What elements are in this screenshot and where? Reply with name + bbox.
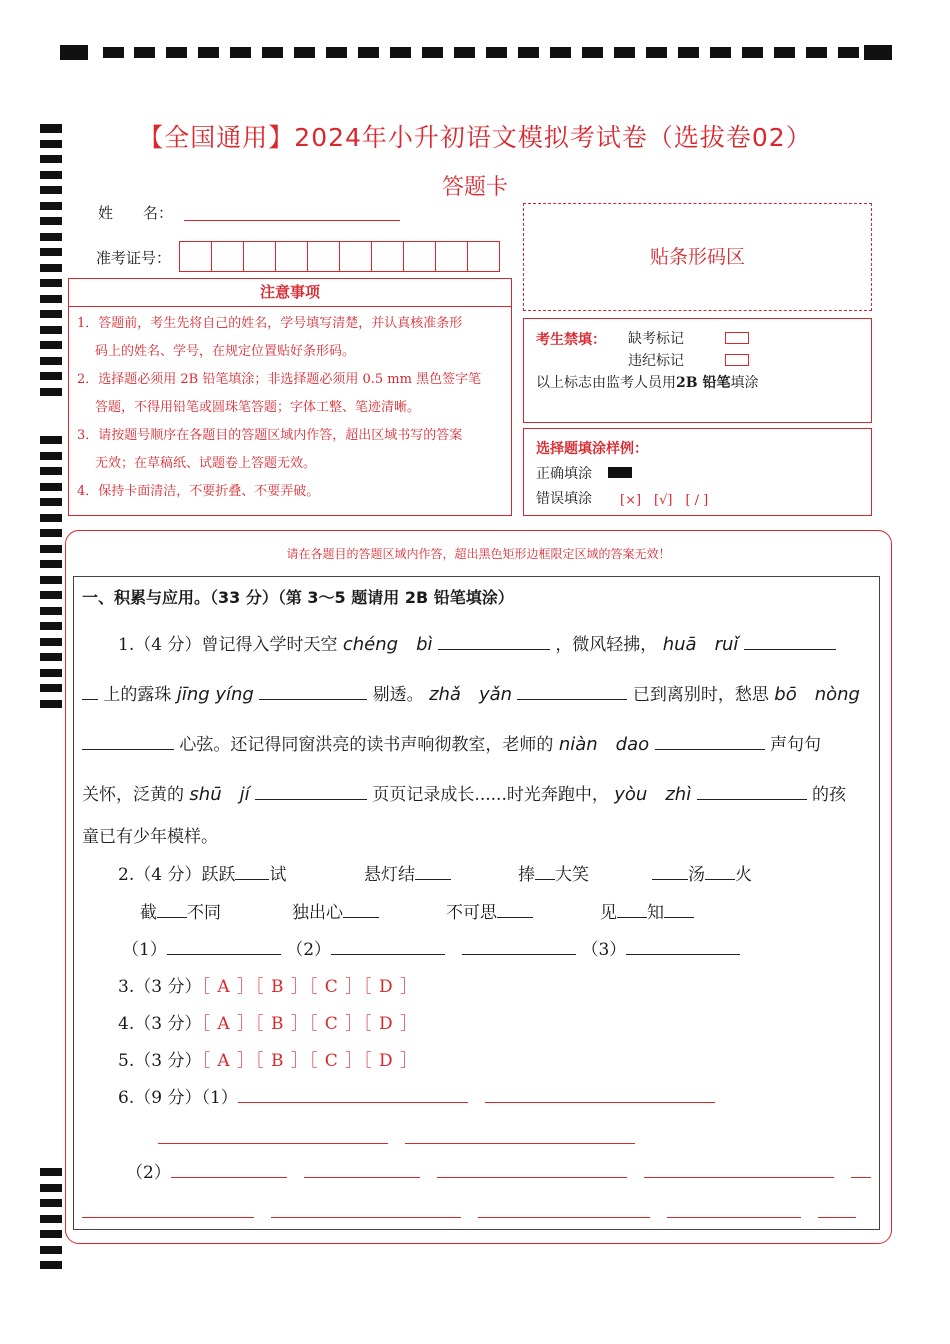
timing-mark <box>326 47 347 58</box>
q1-text-8: 页页记录成长......时光奔跑中， <box>372 785 609 805</box>
prohibit-note-end: 填涂 <box>730 375 759 391</box>
timing-mark <box>518 47 539 58</box>
q1-answer-2[interactable] <box>744 649 836 650</box>
timing-mark <box>40 295 62 303</box>
q1-pinyin-8: yòu zhì <box>614 784 692 805</box>
q2-word: 见 <box>600 903 617 923</box>
q2-blank[interactable] <box>343 917 379 918</box>
timing-mark <box>40 483 62 491</box>
q4-row <box>118 1009 418 1034</box>
name-label: 姓 名： <box>98 204 174 222</box>
absent-label: 缺考标记 <box>628 331 684 347</box>
timing-mark <box>40 341 62 349</box>
notice-header <box>68 278 512 307</box>
q2-blank[interactable] <box>664 917 694 918</box>
q4-label: 4.（3 分） <box>118 1014 202 1034</box>
timing-mark <box>40 1215 62 1223</box>
notice-box <box>68 306 512 516</box>
top-timing-strip <box>60 45 892 61</box>
q1-answer-8[interactable] <box>697 799 807 800</box>
timing-mark <box>422 47 443 58</box>
timing-mark <box>550 47 571 58</box>
q2-word: 悬灯结 <box>364 865 415 885</box>
q1-answer-2-cont[interactable] <box>82 699 98 700</box>
q1-pinyin-2: huā ruǐ <box>662 634 739 655</box>
q2-idiom-6 <box>292 898 379 923</box>
q1-pinyin-3: jīng yíng <box>176 684 254 705</box>
q2-blank[interactable] <box>705 879 735 880</box>
section1-heading: 一、积累与应用。（33 分）（第 3～5 题请用 2B 铅笔填涂） <box>82 588 514 607</box>
notice-line: 答题，不得用铅笔或圆珠笔答题；字体工整、笔迹清晰。 <box>95 400 421 415</box>
q6-label: 6.（9 分）（1） <box>118 1088 238 1108</box>
id-digit-cell[interactable] <box>307 241 340 272</box>
timing-mark <box>40 264 62 272</box>
prohibit-note <box>536 372 758 392</box>
timing-mark <box>166 47 187 58</box>
correct-fill-sample <box>608 467 632 478</box>
timing-mark <box>40 669 62 677</box>
q2-blank[interactable] <box>157 917 187 918</box>
q1-line1 <box>118 630 836 656</box>
q2-blank[interactable] <box>415 879 451 880</box>
notice-line: 码上的姓名、学号，在规定位置贴好条形码。 <box>95 344 356 359</box>
id-digit-cell[interactable] <box>467 241 500 272</box>
id-digit-cell[interactable] <box>403 241 436 272</box>
q6-line3 <box>126 1158 871 1183</box>
timing-mark <box>864 45 892 60</box>
timing-mark <box>486 47 507 58</box>
wrong-fill-marks: [×] [√] [ / ] <box>620 493 709 508</box>
q6-sub2-label: （2） <box>126 1163 171 1183</box>
q3-row <box>118 972 418 997</box>
q1-answer-7[interactable] <box>255 799 367 800</box>
timing-mark <box>40 372 62 380</box>
prohibit-note-text: 以上标志由监考人员用 <box>536 375 676 391</box>
q2-sub-answer-3[interactable] <box>626 954 740 955</box>
timing-mark <box>40 233 62 241</box>
wrong-fill-label: 错误填涂 <box>536 491 592 507</box>
q3-label: 3.（3 分） <box>118 977 202 997</box>
q6-answer-line[interactable] <box>644 1177 834 1178</box>
q2-word: 独出心 <box>292 903 343 923</box>
q1-text-5: 心弦。还记得同窗洪亮的读书声响彻教室，老师的 <box>179 735 554 755</box>
q6-answer-line[interactable] <box>818 1217 856 1218</box>
timing-mark <box>774 47 795 58</box>
q1-text-4: 已到离别时，愁思 <box>632 685 769 705</box>
correct-fill-label: 正确填涂 <box>536 466 592 482</box>
q2-word: 不同 <box>187 903 221 923</box>
timing-mark <box>40 357 62 365</box>
q5-label: 5.（3 分） <box>118 1051 202 1071</box>
prohibit-label: 考生禁填： <box>536 332 606 348</box>
notice-line: 无效；在草稿纸、试题卷上答题无效。 <box>95 456 317 471</box>
q2-word: 捧 <box>518 865 535 885</box>
q1-pinyin-6: niàn dao <box>558 734 650 755</box>
timing-mark <box>742 47 763 58</box>
q6-answer-line[interactable] <box>478 1217 650 1218</box>
timing-mark <box>40 684 62 692</box>
q1-pinyin-1: chéng bì <box>342 634 433 655</box>
timing-mark <box>40 155 62 163</box>
q1-answer-1[interactable] <box>438 649 550 650</box>
q2-word: 知 <box>647 903 664 923</box>
q2-word: 不可思 <box>446 903 497 923</box>
q2-blank[interactable] <box>617 917 647 918</box>
timing-mark <box>40 622 62 630</box>
id-number-boxes[interactable] <box>180 241 500 271</box>
timing-mark <box>710 47 731 58</box>
q1-line5: 童已有少年模样。 <box>82 827 218 847</box>
id-label: 准考证号： <box>96 249 172 267</box>
q2-word: 试 <box>269 865 287 885</box>
timing-mark <box>60 45 88 60</box>
timing-mark <box>40 310 62 318</box>
notice-line: 1．答题前，考生先将自己的姓名，学号填写清楚，并认真核准条形 <box>77 316 463 331</box>
q1-pinyin-7: shū jí <box>189 784 250 805</box>
timing-mark <box>678 47 699 58</box>
q2-sub-answer-1[interactable] <box>167 954 281 955</box>
violation-mark-box[interactable] <box>725 354 749 366</box>
q2-idiom-3 <box>518 860 589 885</box>
timing-mark <box>40 576 62 584</box>
q4-options[interactable]: ［ A ］［ B ］［ C ］［ D ］ <box>201 1014 419 1034</box>
page-title: 【全国通用】2024年小升初语文模拟考试卷（选拔卷02） <box>138 123 812 152</box>
timing-mark <box>40 514 62 522</box>
timing-mark <box>614 47 635 58</box>
timing-mark <box>40 653 62 661</box>
timing-mark <box>454 47 475 58</box>
timing-mark <box>40 529 62 537</box>
q2-sub-answer-2[interactable] <box>331 954 445 955</box>
q2-word: 汤 <box>688 865 705 885</box>
q6-line1 <box>118 1083 715 1108</box>
q2-idiom-5 <box>140 898 221 923</box>
timing-mark <box>230 47 251 58</box>
q5-options[interactable]: ［ A ］［ B ］［ C ］［ D ］ <box>201 1051 419 1071</box>
q6-answer-line[interactable] <box>82 1217 254 1218</box>
timing-mark <box>646 47 667 58</box>
answer-warning: 请在各题目的答题区域内作答，超出黑色矩形边框限定区域的答案无效！ <box>286 547 671 561</box>
barcode-label: 贴条形码区 <box>649 246 745 268</box>
timing-mark <box>40 436 62 444</box>
timing-mark <box>40 560 62 568</box>
q3-options[interactable]: ［ A ］［ B ］［ C ］［ D ］ <box>201 977 419 997</box>
q2-sub-label: （2） <box>286 940 332 960</box>
timing-mark <box>40 638 62 646</box>
notice-line: 3．请按题号顺序在各题目的答题区域内作答，超出区域书写的答案 <box>77 428 463 443</box>
q2-blank[interactable] <box>497 917 533 918</box>
id-digit-cell[interactable] <box>275 241 308 272</box>
q6-answer-line[interactable] <box>851 1177 871 1178</box>
q2-idiom-2 <box>364 860 451 885</box>
timing-mark <box>838 47 859 58</box>
q6-answer-line[interactable] <box>667 1217 801 1218</box>
q2-idiom-7 <box>446 898 533 923</box>
fill-sample-box <box>523 428 872 516</box>
timing-mark <box>40 1246 62 1254</box>
id-digit-cell[interactable] <box>371 241 404 272</box>
timing-mark <box>40 202 62 210</box>
q6-answer-line[interactable] <box>437 1177 627 1178</box>
q1-text-7: 关怀，泛黄的 <box>82 785 184 805</box>
timing-mark <box>40 452 62 460</box>
q1-text-3: 剔透。 <box>372 685 424 705</box>
q2-sub-label: （1） <box>122 940 167 960</box>
timing-mark <box>806 47 827 58</box>
fill-sample-label: 选择题填涂样例： <box>536 441 648 457</box>
notice-heading: 注意事项 <box>259 283 320 301</box>
q1-text-1: ，微风轻拂， <box>555 635 658 655</box>
q2-sub-answers <box>122 935 740 960</box>
notice-line: 4．保持卡面清洁，不要折叠、不要弄破。 <box>77 484 320 499</box>
q1-text-6: 声句句 <box>769 735 821 755</box>
q6-line2 <box>158 1124 635 1149</box>
q5-row <box>118 1046 418 1071</box>
q6-line4 <box>82 1198 856 1223</box>
timing-mark <box>40 607 62 615</box>
timing-mark <box>390 47 411 58</box>
q6-answer-line[interactable] <box>304 1177 420 1178</box>
timing-mark <box>582 47 603 58</box>
q2-idiom-8 <box>600 898 694 923</box>
timing-mark <box>40 388 62 396</box>
q1-text-2: 上的露珠 <box>103 685 172 705</box>
q2-blank[interactable] <box>535 879 555 880</box>
q6-answer-line[interactable] <box>238 1102 468 1103</box>
q2-word: 大笑 <box>555 865 589 885</box>
q2-word: 火 <box>735 865 752 885</box>
q1-answer-3[interactable] <box>259 699 367 700</box>
q1-pinyin-4: zhǎ yǎn <box>429 684 513 705</box>
q2-sub-answer-2b[interactable] <box>462 954 576 955</box>
absent-mark-box[interactable] <box>725 332 749 344</box>
violation-label: 违纪标记 <box>628 353 684 369</box>
q1-pinyin-5: bō nòng <box>774 684 860 705</box>
timing-mark <box>40 545 62 553</box>
timing-mark <box>40 248 62 256</box>
barcode-area <box>523 203 872 311</box>
q6-answer-line[interactable] <box>485 1102 715 1103</box>
timing-mark <box>134 47 155 58</box>
timing-mark <box>40 467 62 475</box>
timing-mark <box>294 47 315 58</box>
q1-line4 <box>82 780 846 806</box>
timing-mark <box>40 326 62 334</box>
q2-prefix: 2.（4 分）跃跃 <box>118 865 236 885</box>
timing-mark <box>40 700 62 708</box>
page-subtitle: 答题卡 <box>441 175 508 200</box>
q2-word: 截 <box>140 903 157 923</box>
q1-line3 <box>82 730 821 756</box>
timing-mark <box>40 1261 62 1269</box>
timing-mark <box>40 1230 62 1238</box>
prohibit-note-bold: 2B 铅笔 <box>676 375 731 391</box>
q1-answer-6[interactable] <box>655 749 765 750</box>
name-field[interactable] <box>184 220 400 221</box>
q2-blank[interactable] <box>652 879 688 880</box>
q6-answer-line[interactable] <box>158 1143 388 1144</box>
q1-prefix: 1.（4 分）曾记得入学时天空 <box>118 635 338 655</box>
q1-answer-5[interactable] <box>82 749 174 750</box>
id-digit-cell[interactable] <box>339 241 372 272</box>
timing-mark <box>40 1168 62 1176</box>
q1-line2 <box>82 680 860 706</box>
q2-sub-label: （3） <box>581 940 627 960</box>
timing-mark <box>40 591 62 599</box>
notice-line: 2．选择题必须用 2B 铅笔填涂；非选择题必须用 0.5 mm 黑色签字笔 <box>77 372 482 387</box>
q2-line1 <box>118 860 286 885</box>
q6-answer-line[interactable] <box>271 1217 461 1218</box>
q6-answer-line[interactable] <box>405 1143 635 1144</box>
timing-mark <box>40 217 62 225</box>
q1-text-9: 的孩 <box>812 785 847 805</box>
timing-mark <box>262 47 283 58</box>
id-digit-cell[interactable] <box>243 241 276 272</box>
q2-idiom-4 <box>652 860 752 885</box>
q6-answer-line[interactable] <box>171 1177 287 1178</box>
q2-blank[interactable] <box>235 879 269 880</box>
timing-mark <box>103 47 124 58</box>
q1-answer-4[interactable] <box>517 699 627 700</box>
id-digit-cell[interactable] <box>435 241 468 272</box>
timing-mark <box>198 47 219 58</box>
timing-mark <box>358 47 379 58</box>
timing-mark <box>40 498 62 506</box>
id-digit-cell[interactable] <box>179 241 212 272</box>
timing-mark <box>40 1199 62 1207</box>
prohibit-box <box>523 318 872 423</box>
timing-mark <box>40 1184 62 1192</box>
timing-mark <box>40 279 62 287</box>
id-digit-cell[interactable] <box>211 241 244 272</box>
